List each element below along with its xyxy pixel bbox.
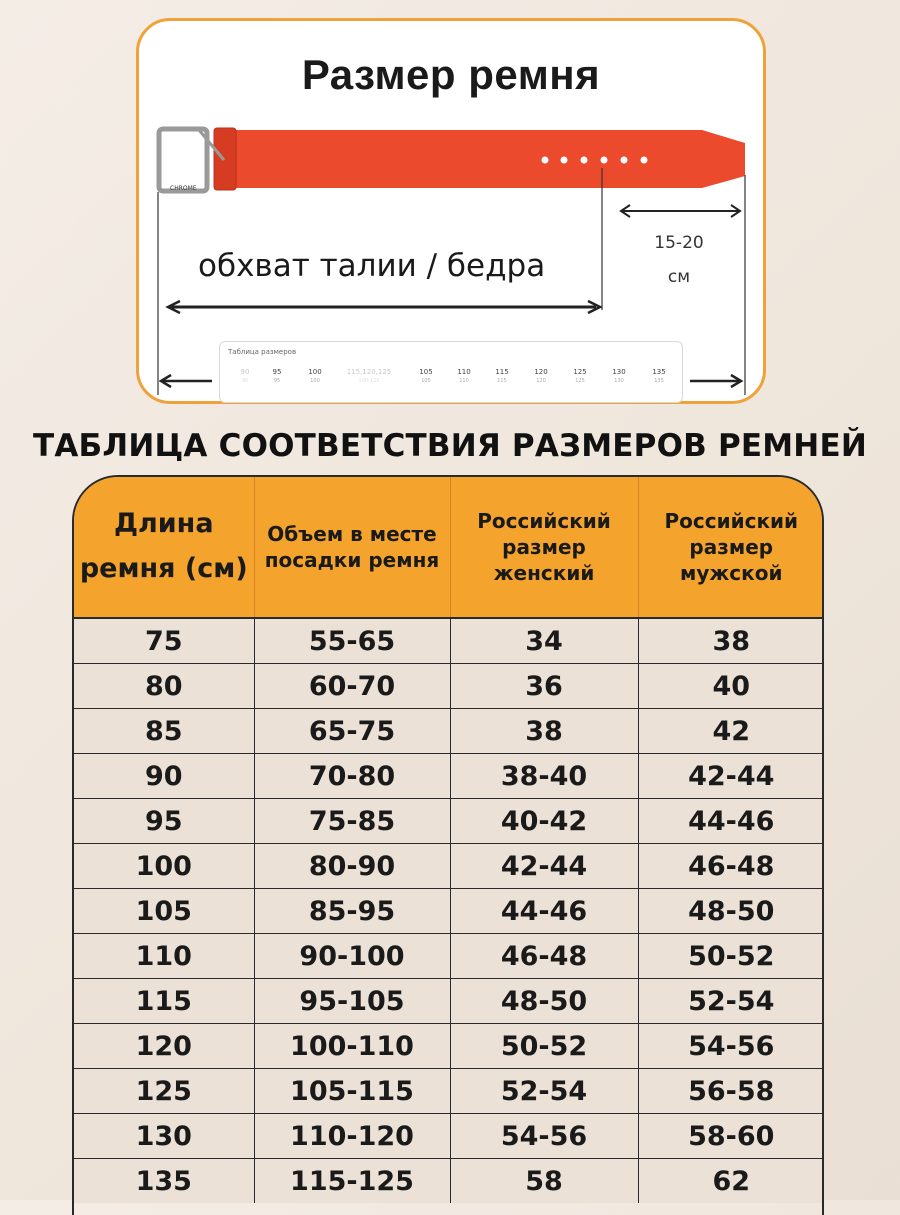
card-title: Размер ремня	[301, 51, 601, 98]
mini-cell-subvalue: 125	[575, 378, 585, 384]
mini-size-table	[219, 341, 683, 403]
ru-size-women-cell: 48-50	[450, 979, 638, 1024]
belt-length-cell: 130	[74, 1114, 254, 1159]
buckle-text: CHROME	[170, 185, 197, 192]
waist-volume-cell: 90-100	[254, 934, 450, 979]
ru-size-women-cell: 38-40	[450, 754, 638, 799]
waist-volume-cell: 85-95	[254, 889, 450, 934]
ru-size-men-cell: 40	[638, 664, 824, 709]
ru-size-women-cell: 40-42	[450, 799, 638, 844]
table-row	[74, 1069, 824, 1114]
waist-volume-cell: 105-115	[254, 1069, 450, 1114]
waist-volume-cell: 115-125	[254, 1159, 450, 1204]
ru-size-men-cell: 48-50	[638, 889, 824, 934]
header-ru-size-men: Российский размер мужской	[638, 477, 824, 618]
table-row	[74, 844, 824, 889]
waist-hip-label: обхват талии / бедра	[198, 248, 546, 284]
waist-volume-cell: 100-110	[254, 1024, 450, 1069]
mini-cell-subvalue: 105	[421, 378, 431, 384]
ru-size-women-cell: 54-56	[450, 1114, 638, 1159]
size-table	[72, 475, 824, 1215]
mini-table-cell	[296, 368, 334, 384]
belt-length-cell: 85	[74, 709, 254, 754]
buckle-icon	[159, 129, 207, 191]
mini-cell-subvalue: 95	[273, 378, 281, 384]
waist-volume-cell: 65-75	[254, 709, 450, 754]
belt-length-cell: 95	[74, 799, 254, 844]
mini-cell-value: 130	[612, 368, 626, 376]
mini-table-cell	[258, 368, 296, 384]
mini-cell-subvalue: 130	[614, 378, 624, 384]
ru-size-men-cell: 58-60	[638, 1114, 824, 1159]
table-row	[74, 934, 824, 979]
mini-cell-value: 90	[240, 368, 250, 376]
ru-size-men-cell: 50-52	[638, 934, 824, 979]
mini-cell-value: 115,120,125	[346, 368, 392, 376]
table-row	[74, 1024, 824, 1069]
ru-size-women-cell: 52-54	[450, 1069, 638, 1114]
table-row	[74, 1114, 824, 1159]
belt-length-cell: 100	[74, 844, 254, 889]
mini-cell-value: 120	[534, 368, 548, 376]
ru-size-men-cell: 42	[638, 709, 824, 754]
belt-length-cell: 105	[74, 889, 254, 934]
tail-length-value: 15-20	[654, 233, 704, 253]
belt-length-cell: 75	[74, 618, 254, 664]
mini-table-cell	[522, 368, 560, 384]
ru-size-men-cell: 44-46	[638, 799, 824, 844]
ru-size-men-cell: 38	[638, 618, 824, 664]
mini-cell-subvalue: 100-125	[358, 378, 380, 384]
belt-length-cell: 110	[74, 934, 254, 979]
table-row	[74, 618, 824, 664]
mini-cell-value: 110	[457, 368, 471, 376]
table-row	[74, 1159, 824, 1204]
size-table-title: ТАБЛИЦА СООТВЕТСТВИЯ РАЗМЕРОВ РЕМНЕЙ	[33, 428, 867, 464]
table-row	[74, 979, 824, 1024]
belt-length-cell: 80	[74, 664, 254, 709]
belt-length-cell: 115	[74, 979, 254, 1024]
waist-volume-cell: 95-105	[254, 979, 450, 1024]
mini-table-title: Таблица размеров	[228, 348, 297, 356]
mini-cell-subvalue: 100	[310, 378, 320, 384]
mini-cell-value: 135	[652, 368, 666, 376]
waist-volume-cell: 55-65	[254, 618, 450, 664]
table-row	[74, 799, 824, 844]
mini-cell-subvalue: 90	[241, 378, 249, 384]
mini-table-cell	[600, 368, 638, 384]
belt-length-cell: 90	[74, 754, 254, 799]
mini-table-cell	[445, 368, 483, 384]
waist-volume-cell: 110-120	[254, 1114, 450, 1159]
ru-size-men-cell: 52-54	[638, 979, 824, 1024]
waist-volume-cell: 75-85	[254, 799, 450, 844]
mini-cell-value: 95	[272, 368, 282, 376]
belt-length-cell: 120	[74, 1024, 254, 1069]
mini-cell-value: 105	[419, 368, 433, 376]
mini-cell-value: 115	[495, 368, 509, 376]
belt-length-cell: 135	[74, 1159, 254, 1204]
ru-size-women-cell: 58	[450, 1159, 638, 1204]
ru-size-women-cell: 50-52	[450, 1024, 638, 1069]
ru-size-women-cell: 34	[450, 618, 638, 664]
mini-cell-value: 100	[308, 368, 322, 376]
table-row	[74, 664, 824, 709]
header-waist-volume: Объем в месте посадки ремня	[254, 477, 450, 618]
waist-volume-cell: 60-70	[254, 664, 450, 709]
ru-size-men-cell: 42-44	[638, 754, 824, 799]
mini-table-cell	[640, 368, 678, 384]
header-ru-size-women: Российский размер женский	[450, 477, 638, 618]
mini-table-cell	[407, 368, 445, 384]
waist-volume-cell: 70-80	[254, 754, 450, 799]
ru-size-men-cell: 54-56	[638, 1024, 824, 1069]
table-header-row	[74, 477, 824, 618]
belt-strap	[214, 130, 745, 188]
table-row	[74, 754, 824, 799]
ru-size-women-cell: 36	[450, 664, 638, 709]
ru-size-women-cell: 46-48	[450, 934, 638, 979]
mini-table-cell	[561, 368, 599, 384]
mini-table-cell	[338, 368, 400, 384]
mini-cell-subvalue: 115	[497, 378, 507, 384]
ru-size-men-cell: 56-58	[638, 1069, 824, 1114]
waist-volume-cell: 80-90	[254, 844, 450, 889]
ru-size-women-cell: 44-46	[450, 889, 638, 934]
tail-length-unit: см	[667, 267, 691, 287]
mini-table-cell	[483, 368, 521, 384]
ru-size-men-cell: 62	[638, 1159, 824, 1204]
mini-cell-subvalue: 120	[536, 378, 546, 384]
mini-cell-value: 125	[573, 368, 587, 376]
belt-length-cell: 125	[74, 1069, 254, 1114]
mini-cell-subvalue: 135	[654, 378, 664, 384]
table-row	[74, 709, 824, 754]
header-belt-length: Длина ремня (см)	[74, 477, 254, 618]
tail-length-label	[640, 226, 718, 294]
table-row	[74, 889, 824, 934]
ru-size-women-cell: 42-44	[450, 844, 638, 889]
ru-size-men-cell: 46-48	[638, 844, 824, 889]
mini-cell-subvalue: 110	[459, 378, 469, 384]
ru-size-women-cell: 38	[450, 709, 638, 754]
